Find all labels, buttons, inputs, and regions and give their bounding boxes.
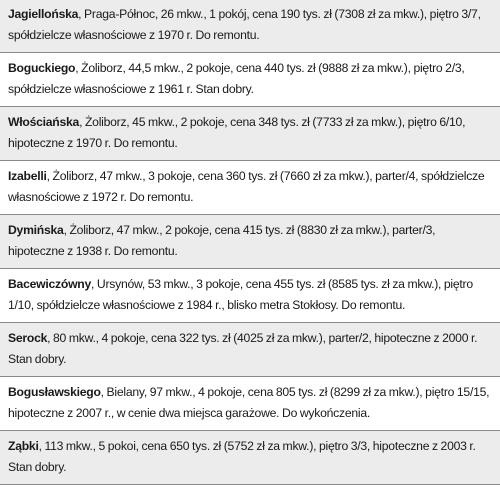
listing-street: Dymińska [8,223,64,237]
listing-street: Serock [8,331,48,345]
listing-details: , Bielany, 97 mkw., 4 pokoje, cena 805 tys. zł (8299 zł za mkw.), piętro 15/15, hipoteczne z 2007 r., w cenie dwa miejsca garażowe. Do wykończenia. [8,385,490,420]
listing-street: Bogusławskiego [8,385,101,399]
listing-row [0,269,500,323]
listing-row [0,107,500,161]
listing-row [0,161,500,215]
listing-row [0,0,500,53]
listing-row [0,431,500,485]
listing-row [0,377,500,431]
listing-row [0,215,500,269]
listing-street: Bacewiczówny [8,277,92,291]
listing-street: Włościańska [8,115,80,129]
listing-street: Boguckiego [8,61,76,75]
listing-street: Ząbki [8,439,39,453]
listing-details: , Ursynów, 53 mkw., 3 pokoje, cena 455 tys. zł (8585 tys. zł za mkw.), piętro 1/10, spółdzielcze własnościowe z 1984 r., blisko metra Stokłosy. Do remontu. [8,277,473,312]
listing-street: Jagiellońska [8,7,79,21]
listing-details: , 113 mkw., 5 pokoi, cena 650 tys. zł (5752 zł za mkw.), piętro 3/3, hipoteczne z 2003 r. Stan dobry. [8,439,476,474]
listing-details: , Żoliborz, 45 mkw., 2 pokoje, cena 348 tys. zł (7733 zł za mkw.), piętro 6/10, hipoteczne z 1970 r. Do remontu. [8,115,466,150]
listing-details: , Żoliborz, 44,5 mkw., 2 pokoje, cena 440 tys. zł (9888 zł za mkw.), piętro 2/3, spółdzielcze własnościowe z 1961 r. Stan dobry. [8,61,465,96]
listing-row [0,323,500,377]
listing-details: , Żoliborz, 47 mkw., 2 pokoje, cena 415 tys. zł (8830 zł za mkw.), parter/3, hipoteczne z 1938 r. Do remontu. [8,223,436,258]
listing-details: , Żoliborz, 47 mkw., 3 pokoje, cena 360 tys. zł (7660 zł za mkw.), parter/4, spółdzielcze własnościowe z 1972 r. Do remontu. [8,169,485,204]
listing-street: Izabelli [8,169,47,183]
listing-details: , Praga-Północ, 26 mkw., 1 pokój, cena 190 tys. zł (7308 zł za mkw.), piętro 3/7, spółdzielcze własnościowe z 1970 r. Do remontu. [8,7,481,42]
listing-row [0,53,500,107]
listing-details: , 80 mkw., 4 pokoje, cena 322 tys. zł (4025 zł za mkw.), parter/2, hipoteczne z 2000 r. Stan dobry. [8,331,478,366]
